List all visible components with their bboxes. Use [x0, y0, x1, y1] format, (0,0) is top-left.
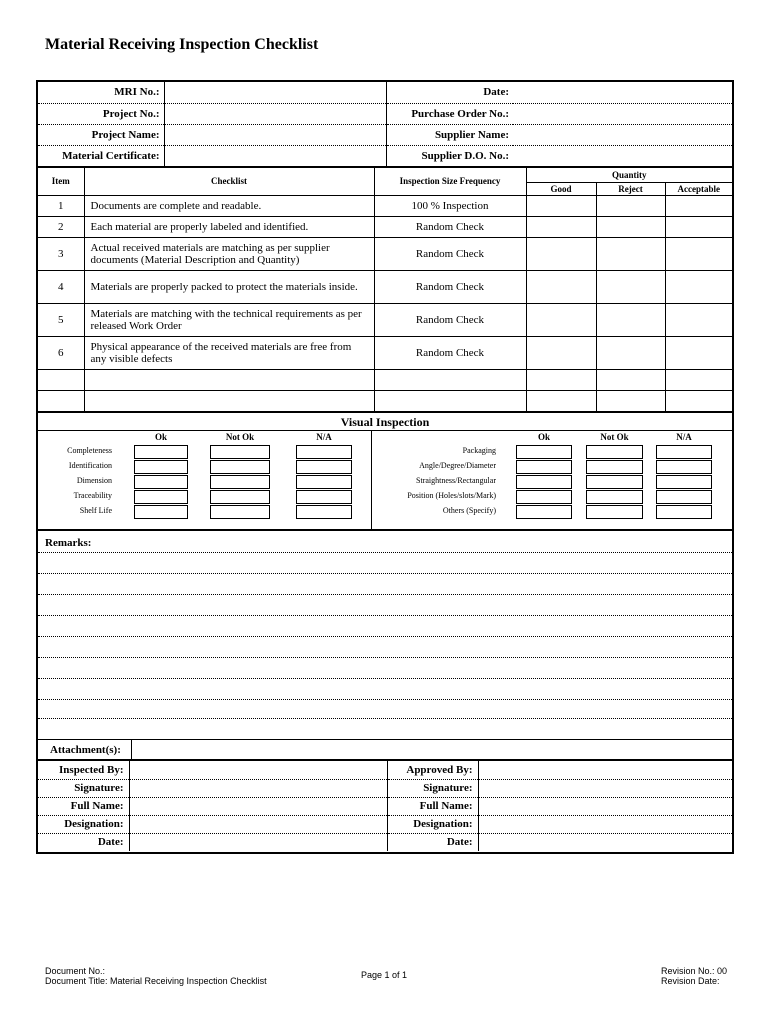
- reject-cell[interactable]: [596, 270, 665, 303]
- na-checkbox[interactable]: [656, 490, 712, 504]
- good-cell[interactable]: [526, 336, 596, 369]
- checklist-column-header: Checklist: [84, 168, 374, 195]
- frequency-text: Random Check: [374, 216, 526, 237]
- reject-cell[interactable]: [596, 390, 665, 411]
- reject-cell[interactable]: [596, 336, 665, 369]
- visual-item-label: Position (Holes/slots/Mark): [407, 491, 496, 500]
- empty-cell[interactable]: [38, 390, 84, 411]
- checklist-section: [38, 168, 732, 413]
- not-ok-checkbox[interactable]: [210, 475, 270, 489]
- table-row: [38, 336, 732, 369]
- reject-cell[interactable]: [596, 216, 665, 237]
- acceptable-cell[interactable]: [665, 270, 732, 303]
- table-row: [38, 369, 732, 390]
- inspector-designation-label: Designation:: [38, 815, 129, 833]
- acceptable-column-header: Acceptable: [665, 182, 732, 195]
- ok-checkbox[interactable]: [134, 475, 188, 489]
- visual-item-label: Others (Specify): [442, 506, 496, 515]
- ok-column-header: Ok: [537, 432, 550, 442]
- approver-date-field[interactable]: [478, 833, 732, 851]
- table-row: [38, 237, 732, 270]
- not-ok-checkbox[interactable]: [586, 475, 643, 489]
- supplier-name-label: Supplier Name:: [386, 124, 513, 145]
- attachment-label: Attachment(s):: [50, 744, 121, 756]
- ok-column-header: Ok: [154, 432, 167, 442]
- inspection-form: [36, 80, 734, 854]
- visual-inspection-right: [373, 431, 734, 529]
- mri-no-label: MRI No.:: [38, 82, 164, 103]
- attachment-field[interactable]: [131, 740, 732, 760]
- frequency-text: Random Check: [374, 270, 526, 303]
- page-number: Page 1 of 1: [360, 970, 408, 980]
- inspector-signature-field[interactable]: [129, 779, 387, 797]
- ok-checkbox[interactable]: [134, 460, 188, 474]
- good-cell[interactable]: [526, 237, 596, 270]
- table-row: [38, 270, 732, 303]
- footer-right: [661, 966, 727, 986]
- inspector-date-field[interactable]: [129, 833, 387, 851]
- approver-signature-label: Signature:: [387, 779, 478, 797]
- visual-item-label: Shelf Life: [79, 506, 112, 515]
- acceptable-cell[interactable]: [665, 216, 732, 237]
- na-checkbox[interactable]: [296, 505, 352, 519]
- visual-inspection-title: Visual Inspection: [38, 413, 732, 431]
- remarks-section[interactable]: [38, 531, 732, 740]
- table-row: [38, 390, 732, 411]
- visual-item-label: Packaging: [462, 446, 496, 455]
- inspector-date-label: Date:: [97, 836, 124, 849]
- ok-checkbox[interactable]: [134, 490, 188, 504]
- reject-cell[interactable]: [596, 195, 665, 216]
- visual-item-label: Angle/Degree/Diameter: [419, 461, 496, 470]
- inspector-signature-label: Signature:: [38, 779, 129, 797]
- checklist-text: Actual received materials are matching as per supplier documents (Material Description and Quantity): [84, 237, 374, 270]
- checklist-text: Materials are properly packed to protect the materials inside.: [84, 270, 374, 303]
- item-number: 5: [38, 303, 84, 336]
- empty-cell[interactable]: [374, 369, 526, 390]
- not-ok-checkbox[interactable]: [210, 445, 270, 459]
- good-cell[interactable]: [526, 390, 596, 411]
- project-no-label: Project No.:: [38, 103, 164, 124]
- table-row: [38, 303, 732, 336]
- visual-inspection-left: [38, 431, 372, 529]
- na-checkbox[interactable]: [656, 445, 712, 459]
- item-number: 4: [38, 270, 84, 303]
- not-ok-column-header: Not Ok: [600, 432, 629, 442]
- reject-cell[interactable]: [596, 237, 665, 270]
- inspected-by-label: Inspected By:: [38, 761, 129, 779]
- visual-item-label: Traceability: [73, 491, 112, 500]
- approver-designation-field[interactable]: [478, 815, 732, 833]
- not-ok-checkbox[interactable]: [586, 490, 643, 504]
- not-ok-column-header: Not Ok: [225, 432, 255, 442]
- approver-full-name-field[interactable]: [478, 797, 732, 815]
- empty-cell[interactable]: [84, 369, 374, 390]
- approver-date-label: Date:: [446, 836, 473, 849]
- na-checkbox[interactable]: [296, 490, 352, 504]
- supplier-do-field[interactable]: [513, 145, 732, 166]
- reject-cell[interactable]: [596, 303, 665, 336]
- item-number: 6: [38, 336, 84, 369]
- acceptable-cell[interactable]: [665, 195, 732, 216]
- material-certificate-label: Material Certificate:: [62, 149, 160, 162]
- ok-checkbox[interactable]: [516, 505, 572, 519]
- acceptable-cell[interactable]: [665, 369, 732, 390]
- document-title-footer: Document Title: Material Receiving Inspection Checklist: [45, 976, 267, 986]
- visual-item-label: Dimension: [76, 476, 112, 485]
- good-cell[interactable]: [526, 216, 596, 237]
- remarks-line: [38, 552, 732, 553]
- empty-cell[interactable]: [38, 369, 84, 390]
- ok-checkbox[interactable]: [516, 445, 572, 459]
- acceptable-cell[interactable]: [665, 303, 732, 336]
- header-info-section: [38, 82, 732, 168]
- remarks-line: [38, 657, 732, 658]
- good-cell[interactable]: [526, 303, 596, 336]
- reject-column-header: Reject: [596, 182, 665, 195]
- frequency-text: Random Check: [374, 303, 526, 336]
- visual-item-label: Completeness: [67, 446, 112, 455]
- inspected-by-field[interactable]: [129, 761, 387, 779]
- quantity-column-header: Quantity: [526, 168, 732, 182]
- ok-checkbox[interactable]: [516, 490, 572, 504]
- reject-cell[interactable]: [596, 369, 665, 390]
- approved-by-field[interactable]: [478, 761, 732, 779]
- signature-section: [38, 761, 732, 852]
- na-checkbox[interactable]: [656, 460, 712, 474]
- not-ok-checkbox[interactable]: [586, 460, 643, 474]
- good-column-header: Good: [526, 182, 596, 195]
- not-ok-checkbox[interactable]: [586, 445, 643, 459]
- visual-item-label: Identification: [68, 461, 112, 470]
- checklist-text: Documents are complete and readable.: [84, 195, 374, 216]
- material-certificate-field[interactable]: [164, 145, 386, 166]
- purchase-order-label: Purchase Order No.:: [386, 103, 513, 124]
- not-ok-checkbox[interactable]: [586, 505, 643, 519]
- table-row: [38, 195, 732, 216]
- visual-item-label: Straightness/Rectangular: [416, 476, 496, 485]
- attachment-section: [38, 740, 732, 761]
- not-ok-checkbox[interactable]: [210, 460, 270, 474]
- date-field[interactable]: [513, 82, 732, 103]
- approver-signature-field[interactable]: [478, 779, 732, 797]
- attachment-table: [38, 740, 732, 760]
- na-column-header: N/A: [676, 432, 692, 442]
- na-checkbox[interactable]: [296, 460, 352, 474]
- not-ok-checkbox[interactable]: [210, 490, 270, 504]
- acceptable-cell[interactable]: [665, 237, 732, 270]
- good-cell[interactable]: [526, 369, 596, 390]
- ok-checkbox[interactable]: [516, 460, 572, 474]
- approver-full-name-label: Full Name:: [387, 797, 478, 815]
- ok-checkbox[interactable]: [134, 505, 188, 519]
- remarks-line: [38, 678, 732, 679]
- empty-cell[interactable]: [374, 390, 526, 411]
- table-row: [38, 216, 732, 237]
- na-checkbox[interactable]: [656, 505, 712, 519]
- empty-cell[interactable]: [84, 390, 374, 411]
- checklist-text: Each material are properly labeled and identified.: [84, 216, 374, 237]
- project-name-label: Project Name:: [38, 124, 164, 145]
- remarks-line: [38, 615, 732, 616]
- acceptable-cell[interactable]: [665, 336, 732, 369]
- na-checkbox[interactable]: [296, 475, 352, 489]
- approver-designation-label: Designation:: [387, 815, 478, 833]
- approved-by-label: Approved By:: [387, 761, 478, 779]
- na-checkbox[interactable]: [656, 475, 712, 489]
- document-title: Material Receiving Inspection Checklist: [45, 36, 319, 53]
- project-name-field[interactable]: [164, 124, 386, 145]
- inspector-designation-field[interactable]: [129, 815, 387, 833]
- remarks-label: Remarks:: [45, 537, 92, 549]
- na-checkbox[interactable]: [296, 445, 352, 459]
- item-column-header: Item: [38, 168, 84, 195]
- frequency-text: Random Check: [374, 237, 526, 270]
- remarks-line: [38, 573, 732, 574]
- purchase-order-field[interactable]: [513, 103, 732, 124]
- remarks-line: [38, 594, 732, 595]
- visual-inspection-section: [38, 413, 732, 531]
- header-info-table: [38, 82, 732, 166]
- good-cell[interactable]: [526, 195, 596, 216]
- document-number-label: Document No.:: [45, 966, 106, 976]
- revision-number: Revision No.: 00: [660, 966, 727, 976]
- checklist-text: Materials are matching with the technical requirements as per released Work Order: [84, 303, 374, 336]
- inspector-full-name-label: Full Name:: [38, 797, 129, 815]
- remarks-line: [38, 718, 732, 719]
- acceptable-cell[interactable]: [665, 390, 732, 411]
- remarks-line: [38, 699, 732, 700]
- frequency-text: 100 % Inspection: [374, 195, 526, 216]
- checklist-table: [38, 168, 732, 412]
- signature-table: [38, 761, 732, 851]
- item-number: 1: [38, 195, 84, 216]
- item-number: 2: [38, 216, 84, 237]
- supplier-name-field[interactable]: [513, 124, 732, 145]
- ok-checkbox[interactable]: [516, 475, 572, 489]
- frequency-column-header: Inspection Size Frequency: [374, 168, 526, 195]
- checklist-text: Physical appearance of the received materials are free from any visible defects: [84, 336, 374, 369]
- na-column-header: N/A: [316, 432, 332, 442]
- supplier-do-label: Supplier D.O. No.:: [421, 149, 509, 162]
- remarks-line: [38, 636, 732, 637]
- project-no-field[interactable]: [164, 103, 386, 124]
- mri-no-field[interactable]: [164, 82, 386, 103]
- good-cell[interactable]: [526, 270, 596, 303]
- item-number: 3: [38, 237, 84, 270]
- date-label: Date:: [386, 82, 513, 103]
- frequency-text: Random Check: [374, 336, 526, 369]
- inspector-full-name-field[interactable]: [129, 797, 387, 815]
- not-ok-checkbox[interactable]: [210, 505, 270, 519]
- revision-date: Revision Date:: [660, 976, 720, 986]
- ok-checkbox[interactable]: [134, 445, 188, 459]
